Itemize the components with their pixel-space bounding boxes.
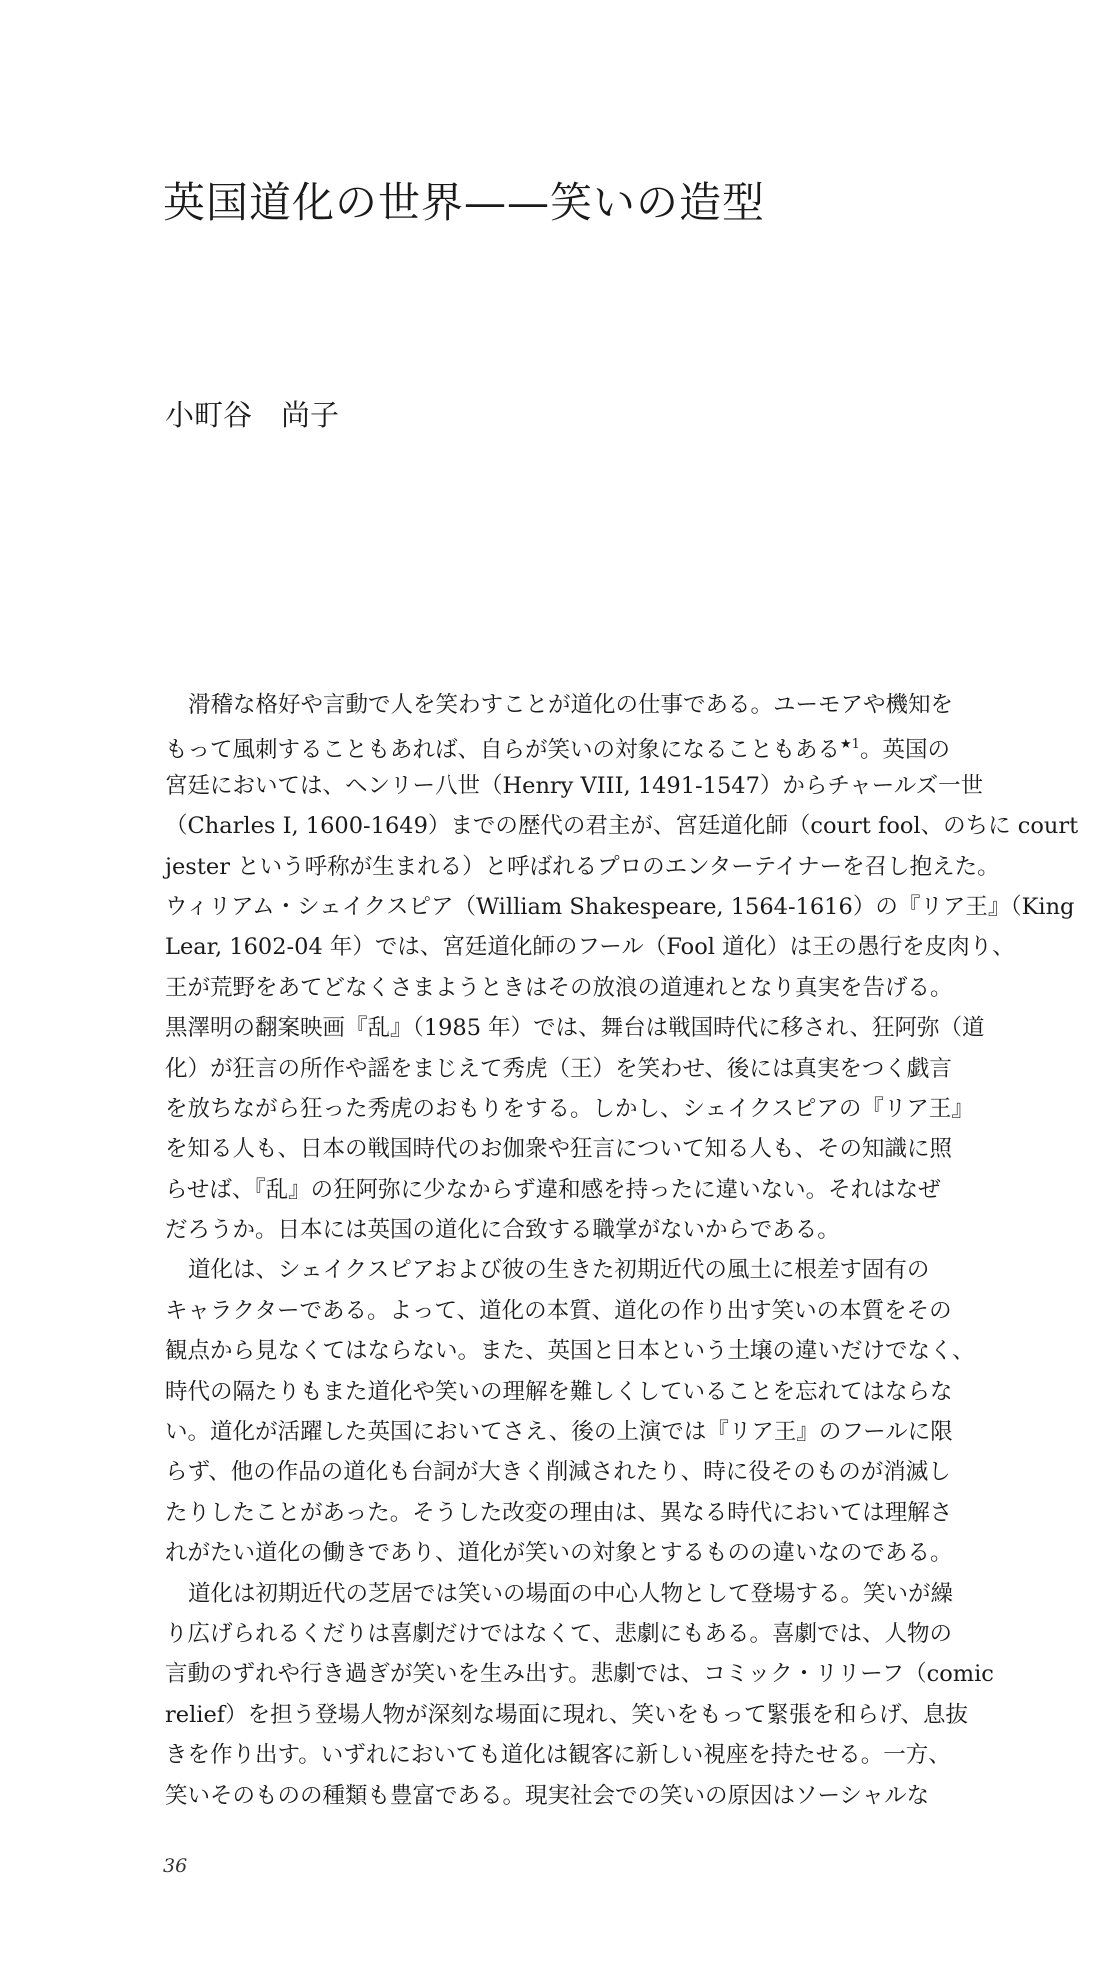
text-line: ウィリアム・シェイクスピア（William Shakespeare, 1564-1616）の『リア王』（King [165,893,1075,920]
text-line: を放ちながら狂った秀虎のおもりをする。しかし、シェイクスピアの『リア王』 [165,1095,974,1122]
article-title: 英国道化の世界——笑いの造型 [163,178,766,227]
text-line: 言動のずれや行き過ぎが笑いを生み出す。悲劇では、コミック・リリーフ（comic [165,1661,994,1688]
text-line-segment: もって風刺することもあれば、自らが笑いの対象になることもある [165,737,841,764]
author-name: 小町谷 尚子 [165,398,340,432]
text-line: 化）が狂言の所作や謡をまじえて秀虎（王）を笑わせ、後には真実をつく戯言 [165,1055,952,1082]
paragraph [165,1574,994,1816]
text-line-segment: 。英国の [859,737,950,764]
text-line: 滑稽な格好や言動で人を笑わすことが道化の仕事である。ユーモアや機知を [188,692,954,718]
paragraph [165,1250,975,1573]
footnote-reference[interactable]: ★1 [840,737,860,753]
text-line: relief）を担う登場人物が深刻な場面に現れ、笑いをもって緊張を和らげ、息抜 [165,1701,969,1728]
text-line [165,725,950,765]
text-line: り広げられるくだりは喜劇だけではなくて、悲劇にもある。喜劇では、人物の [165,1620,953,1647]
text-line: 黒澤明の翻案映画『乱』（1985 年）では、舞台は戦国時代に移され、狂阿弥（道 [165,1015,985,1042]
text-line: らず、他の作品の道化も台詞が大きく削減されたり、時に役そのものが消滅し [165,1459,951,1486]
text-line: 道化は初期近代の芝居では笑いの場面の中心人物として登場する。笑いが繰 [188,1580,954,1607]
text-line: れがたい道化の働きであり、道化が笑いの対象とするものの違いなのである。 [165,1540,953,1567]
text-line: い。道化が活躍した英国においてさえ、後の上演では『リア王』のフールに限 [165,1419,953,1446]
text-line: たりしたことがあった。そうした改変の理由は、異なる時代においては理解さ [165,1499,953,1526]
text-line: キャラクターである。よって、道化の本質、道化の作り出す笑いの本質をその [165,1297,952,1324]
text-line: （Charles I, 1600-1649）までの歴代の君主が、宮廷道化師（court fool、のちに court [165,813,1079,840]
text-line: らせば、『乱』の狂阿弥に少なからず違和感を持ったに違いない。それはなぜ [165,1176,941,1203]
text-line: きを作り出す。いずれにおいても道化は観客に新しい視座を持たせる。一方、 [165,1742,951,1769]
text-line: 宮廷においては、ヘンリー八世（Henry VIII, 1491-1547）からチャールズ一世 [165,772,984,799]
text-line: jester という呼称が生まれる）と呼ばれるプロのエンターテイナーを召し抱えた。 [165,853,1000,880]
text-line: を知る人も、日本の戦国時代のお伽衆や狂言について知る人も、その知識に照 [165,1136,953,1163]
text-line: 笑いそのものの種類も豊富である。現実社会での笑いの原因はソーシャルな [165,1782,930,1809]
text-line: Lear, 1602-04 年）では、宮廷道化師のフール（Fool 道化）は王の愚行を皮肉り、 [165,934,1015,961]
page-number: 36 [163,1855,188,1877]
article-body [165,685,1079,1816]
text-line: 時代の隔たりもまた道化や笑いの理解を難しくしていることを忘れてはならな [165,1378,953,1405]
text-line: 道化は、シェイクスピアおよび彼の生きた初期近代の風土に根差す固有の [188,1257,930,1284]
paragraph [165,685,1079,1250]
text-line: 観点から見なくてはならない。また、英国と日本という土壌の違いだけでなく、 [165,1338,975,1365]
text-line: 王が荒野をあてどなくさまようときはその放浪の道連れとなり真実を告げる。 [165,974,953,1001]
text-line: だろうか。日本には英国の道化に合致する職掌がないからである。 [165,1217,840,1244]
